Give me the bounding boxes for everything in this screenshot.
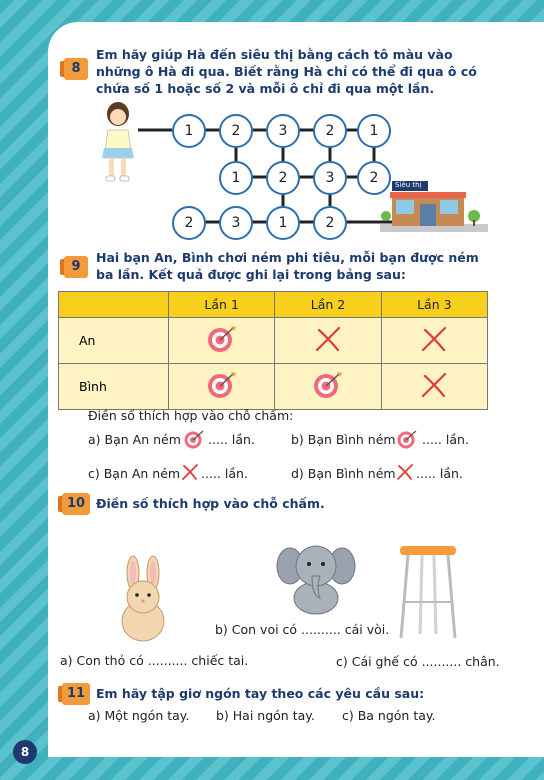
question-8-text: Em hãy giúp Hà đến siêu thị bằng cách tô màu vào những ô Hà đi qua. Biết rằng Hà chỉ có thể đi qua ô có chứa số 1 hoặc số 2 và mỗi ô chỉ đi qua một lần.	[96, 47, 477, 96]
question-10-title: Điền số thích hợp vào chỗ chấm.	[96, 496, 325, 511]
maze-cell[interactable]: 3	[313, 161, 347, 195]
table-header: Lần 1	[169, 292, 275, 318]
maze-cell[interactable]: 2	[313, 114, 347, 148]
maze-cell[interactable]: 1	[219, 161, 253, 195]
question-9b-prefix: b) Bạn Bình ném	[291, 432, 396, 447]
question-9c-prefix: c) Bạn An ném	[88, 466, 181, 481]
target-hit-icon	[396, 428, 420, 450]
maze-cell[interactable]: 3	[219, 206, 253, 240]
maze-cell[interactable]: 2	[219, 114, 253, 148]
results-table	[58, 291, 488, 410]
maze-cell[interactable]: 2	[357, 161, 391, 195]
question-10b: b) Con voi có .......... cái vòi.	[215, 622, 390, 637]
girl-illustration	[96, 100, 140, 184]
question-8-badge: 8	[64, 58, 88, 80]
table-corner	[59, 292, 169, 318]
player-name: An	[59, 318, 169, 364]
elephant-illustration	[276, 540, 356, 616]
question-9c-blank[interactable]: ..... lần.	[201, 466, 248, 481]
maze-cell[interactable]: 3	[266, 114, 300, 148]
question-9d-blank[interactable]: ..... lần.	[416, 466, 463, 481]
miss-cross-icon	[313, 324, 343, 354]
maze-cell[interactable]: 2	[266, 161, 300, 195]
player-name: Bình	[59, 364, 169, 410]
miss-cross-icon	[419, 324, 449, 354]
table-row	[59, 318, 488, 364]
target-hit-icon	[311, 370, 345, 400]
store-sign: Siêu thị	[395, 181, 422, 189]
question-9a-blank[interactable]: ..... lần.	[208, 432, 255, 447]
fill-instruction: Điền số thích hợp vào chỗ chấm:	[88, 408, 294, 423]
target-hit-icon	[205, 370, 239, 400]
miss-cross-icon	[419, 370, 449, 400]
table-header: Lần 2	[275, 292, 381, 318]
target-hit-icon	[205, 324, 239, 354]
question-11-badge: 11	[62, 683, 90, 705]
maze-cell[interactable]: 1	[172, 114, 206, 148]
maze-cell[interactable]: 2	[313, 206, 347, 240]
question-11b: b) Hai ngón tay.	[216, 708, 315, 723]
question-9-badge: 9	[64, 256, 88, 278]
maze-cell[interactable]: 1	[266, 206, 300, 240]
target-hit-icon	[183, 428, 207, 450]
question-10a: a) Con thỏ có .......... chiếc tai.	[60, 653, 249, 668]
maze-cell[interactable]: 2	[172, 206, 206, 240]
rabbit-illustration	[112, 555, 176, 643]
table-header: Lần 3	[381, 292, 487, 318]
question-10-badge: 10	[62, 493, 90, 515]
question-11-title: Em hãy tập giơ ngón tay theo các yêu cầu sau:	[96, 686, 425, 701]
table-row	[59, 364, 488, 410]
page-number: 8	[13, 740, 37, 764]
question-11c: c) Ba ngón tay.	[342, 708, 436, 723]
miss-cross-icon	[180, 462, 200, 482]
question-9b-blank[interactable]: ..... lần.	[422, 432, 469, 447]
miss-cross-icon	[395, 462, 415, 482]
maze-cell[interactable]: 1	[357, 114, 391, 148]
stool-illustration	[396, 542, 462, 642]
question-9a-prefix: a) Bạn An ném	[88, 432, 181, 447]
question-10c: c) Cái ghế có .......... chân.	[336, 654, 500, 669]
question-9-text: Hai bạn An, Bình chơi ném phi tiêu, mỗi bạn được ném ba lần. Kết quả được ghi lại trong bảng sau:	[96, 250, 479, 282]
question-11a: a) Một ngón tay.	[88, 708, 190, 723]
question-9d-prefix: d) Bạn Bình ném	[291, 466, 396, 481]
